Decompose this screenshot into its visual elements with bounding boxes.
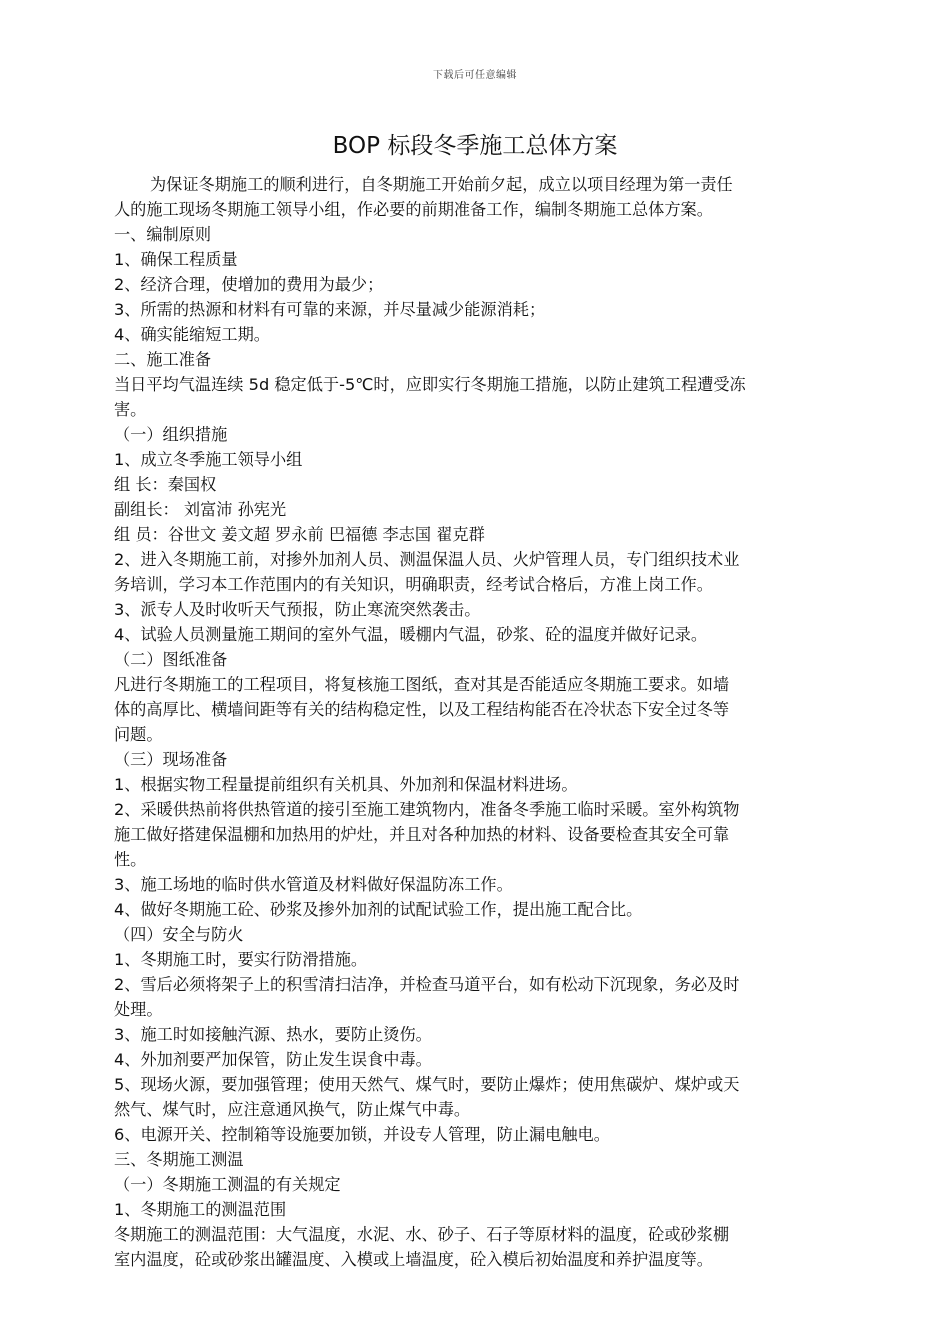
text-line: 三、冬期施工测温 [114,1150,244,1169]
text-line: （三）现场准备 [114,750,228,769]
text-line: 务培训，学习本工作范围内的有关知识，明确职责，经考试合格后，方准上岗工作。 [114,575,713,594]
text-line: 5、现场火源，要加强管理；使用天然气、煤气时，要防止爆炸；使用焦碳炉、煤炉或天 [114,1075,740,1094]
text-line: 2、经济合理，使增加的费用为最少； [114,275,384,294]
text-line: 3、所需的热源和材料有可靠的来源，并尽量减少能源消耗； [114,300,546,319]
text-line: 处理。 [114,1000,163,1019]
text-line: （一）冬期施工测温的有关规定 [114,1175,341,1194]
text-line: 性。 [114,850,147,869]
text-line: 4、试验人员测量施工期间的室外气温，暖棚内气温，砂浆、砼的温度并做好记录。 [114,625,708,644]
text-line: 1、冬期施工的测温范围 [114,1200,287,1219]
text-line: 人的施工现场冬期施工领导小组，作必要的前期准备工作，编制冬期施工总体方案。 [114,200,713,219]
text-line: 4、确实能缩短工期。 [114,325,270,344]
text-line: （一）组织措施 [114,425,228,444]
document-title: BOP 标段冬季施工总体方案 [332,133,618,159]
text-line: 3、派专人及时收听天气预报，防止寒流突然袭击。 [114,600,481,619]
text-line: 2、采暖供热前将供热管道的接引至施工建筑物内，准备冬季施工临时采暖。室外构筑物 [114,800,740,819]
text-line: 害。 [114,400,147,419]
text-line: 施工做好搭建保温棚和加热用的炉灶，并且对各种加热的材料、设备要检查其安全可靠 [114,825,730,844]
text-line: 冬期施工的测温范围：大气温度，水泥、水、砂子、石子等原材料的温度，砼或砂浆棚 [114,1225,730,1244]
text-line: （四）安全与防火 [114,925,244,944]
text-line: 为保证冬期施工的顺利进行，自冬期施工开始前夕起，成立以项目经理为第一责任 [150,175,733,194]
text-line: 6、电源开关、控制箱等设施要加锁，并设专人管理，防止漏电触电。 [114,1125,610,1144]
text-line: 然气、煤气时，应注意通风换气，防止煤气中毒。 [114,1100,471,1119]
text-line: 副组长： 刘富沛 孙宪光 [114,500,287,519]
text-line: 组 长：秦国权 [114,475,217,494]
text-line: 二、施工准备 [114,350,212,369]
text-line: 室内温度，砼或砂浆出罐温度、入模或上墙温度，砼入模后初始温度和养护温度等。 [114,1250,713,1269]
text-line: 4、外加剂要严加保管，防止发生误食中毒。 [114,1050,432,1069]
text-line: 2、进入冬期施工前，对掺外加剂人员、测温保温人员、火炉管理人员，专门组织技术业 [114,550,740,569]
text-line: 3、施工时如接触汽源、热水，要防止烫伤。 [114,1025,432,1044]
text-line: 体的高厚比、横墙间距等有关的结构稳定性，以及工程结构能否在冷状态下安全过冬等 [114,700,730,719]
text-line: 1、根据实物工程量提前组织有关机具、外加剂和保温材料进场。 [114,775,578,794]
text-line: 1、冬期施工时，要实行防滑措施。 [114,950,368,969]
text-line: 1、确保工程质量 [114,250,238,269]
text-line: （二）图纸准备 [114,650,228,669]
text-line: 一、编制原则 [114,225,212,244]
text-line: 4、做好冬期施工砼、砂浆及掺外加剂的试配试验工作，提出施工配合比。 [114,900,643,919]
text-line: 1、成立冬季施工领导小组 [114,450,303,469]
text-line: 凡进行冬期施工的工程项目，将复核施工图纸，查对其是否能适应冬期施工要求。如墙 [114,675,730,694]
header-note: 下载后可任意编辑 [433,70,517,81]
document-body [114,172,842,1272]
text-line: 2、雪后必须将架子上的积雪清扫洁净，并检查马道平台，如有松动下沉现象，务必及时 [114,975,740,994]
text-line: 3、施工场地的临时供水管道及材料做好保温防冻工作。 [114,875,513,894]
text-line: 组 员：谷世文 姜文超 罗永前 巴福德 李志国 翟克群 [114,525,485,544]
text-line: 问题。 [114,725,163,744]
text-line: 当日平均气温连续 5d 稳定低于-5℃时，应即实行冬期施工措施，以防止建筑工程遭受冻 [114,375,746,394]
